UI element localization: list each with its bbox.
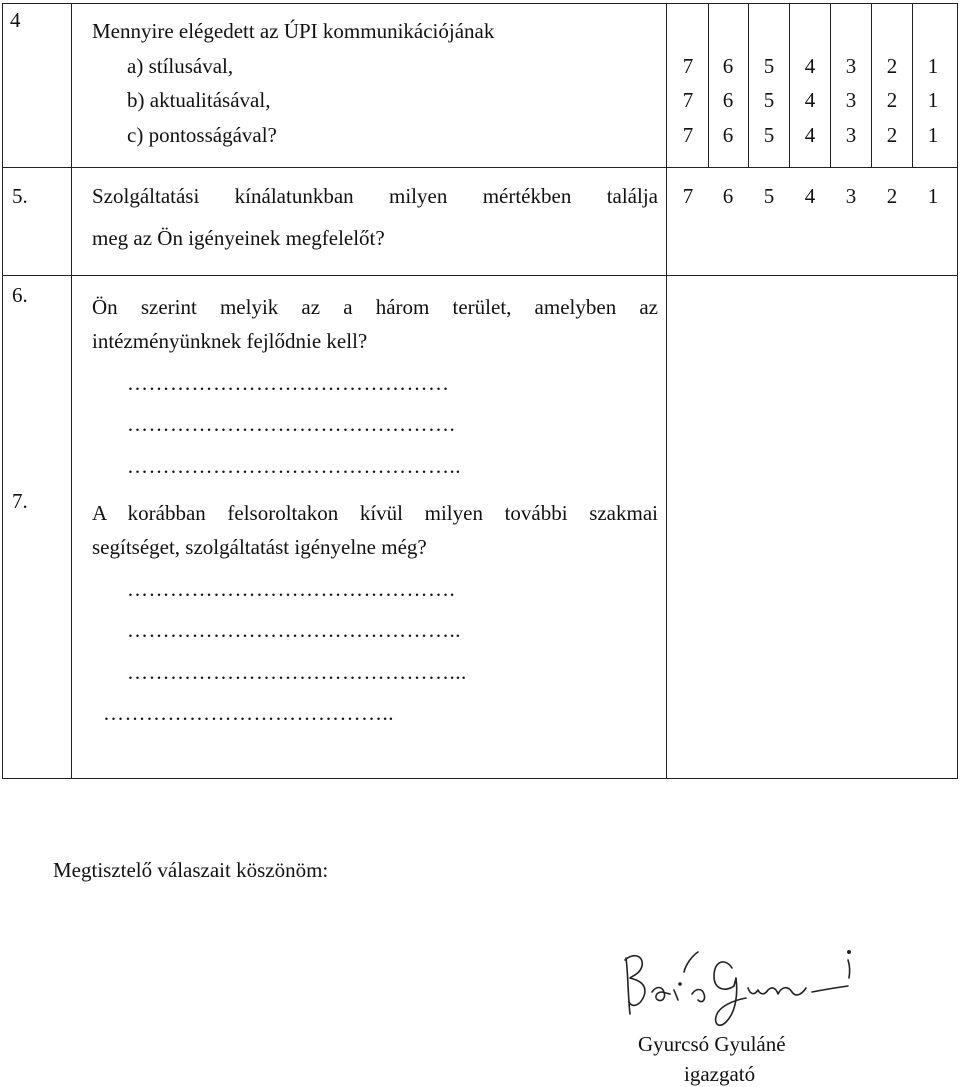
rating-option[interactable]: 4 <box>804 54 816 78</box>
table-col-divider <box>666 3 667 779</box>
question-subitem: a) stílusával, <box>127 54 234 78</box>
rating-option[interactable]: 2 <box>886 184 898 208</box>
table-col-divider <box>71 3 72 779</box>
rating-option[interactable]: 2 <box>886 88 898 112</box>
rating-option[interactable]: 3 <box>845 54 857 78</box>
question-text-line: segítséget, szolgáltatást igényelne még? <box>92 535 427 559</box>
rating-option[interactable]: 4 <box>804 88 816 112</box>
table-row-divider <box>2 167 958 168</box>
score-col-divider <box>748 3 749 168</box>
question-text: Mennyire elégedett az ÚPI kommunikációjának <box>92 19 495 43</box>
rating-option[interactable]: 6 <box>722 123 734 147</box>
question-text-line: Ön szerint melyik az a három terület, amelyben az <box>92 295 658 319</box>
rating-option[interactable]: 5 <box>763 54 775 78</box>
score-col-divider <box>871 3 872 168</box>
signer-title: igazgató <box>684 1062 756 1086</box>
rating-option[interactable]: 4 <box>804 123 816 147</box>
rating-option[interactable]: 7 <box>682 123 694 147</box>
rating-option[interactable]: 3 <box>845 184 857 208</box>
answer-line[interactable]: ……………………………………… <box>127 371 450 395</box>
score-col-divider <box>789 3 790 168</box>
rating-option[interactable]: 6 <box>722 184 734 208</box>
question-text-line: Szolgáltatási kínálatunkban milyen mértékben találja <box>92 184 658 208</box>
rating-option[interactable]: 2 <box>886 123 898 147</box>
rating-option[interactable]: 7 <box>682 184 694 208</box>
rating-option[interactable]: 1 <box>927 88 939 112</box>
table-border-right <box>957 3 958 779</box>
table-border-left <box>2 3 3 779</box>
rating-option[interactable]: 5 <box>763 123 775 147</box>
rating-option[interactable]: 1 <box>927 54 939 78</box>
rating-option[interactable]: 7 <box>682 54 694 78</box>
rating-option[interactable]: 5 <box>763 184 775 208</box>
score-col-divider <box>830 3 831 168</box>
rating-option[interactable]: 6 <box>722 54 734 78</box>
rating-option[interactable]: 3 <box>845 123 857 147</box>
question-number: 4 <box>10 8 21 32</box>
question-subitem: c) pontosságával? <box>127 123 277 147</box>
rating-option[interactable]: 5 <box>763 88 775 112</box>
answer-line[interactable]: ………………………………….. <box>103 701 394 725</box>
question-number: 6. <box>12 283 28 307</box>
closing-thanks: Megtisztelő válaszait köszönöm: <box>53 858 329 882</box>
table-row-divider <box>2 275 958 276</box>
score-col-divider <box>912 3 913 168</box>
signer-name: Gyurcsó Gyuláné <box>638 1032 786 1056</box>
question-number: 5. <box>12 184 28 208</box>
rating-option[interactable]: 3 <box>845 88 857 112</box>
answer-line[interactable]: ……………………………………….. <box>127 618 461 642</box>
rating-option[interactable]: 1 <box>927 184 939 208</box>
question-subitem: b) aktualitásával, <box>127 88 271 112</box>
answer-line[interactable]: ……………………………………….. <box>127 454 461 478</box>
question-text-line: meg az Ön igényeinek megfelelőt? <box>92 226 385 250</box>
rating-option[interactable]: 4 <box>804 184 816 208</box>
question-text-line: intézményünknek fejlődnie kell? <box>92 329 368 353</box>
score-col-divider <box>708 3 709 168</box>
rating-option[interactable]: 7 <box>682 88 694 112</box>
rating-option[interactable]: 6 <box>722 88 734 112</box>
answer-line[interactable]: ………………………………………. <box>127 412 456 436</box>
answer-line[interactable]: ………………………………………... <box>127 660 467 684</box>
table-border-top <box>2 3 958 4</box>
handwritten-signature <box>622 942 862 1032</box>
question-number: 7. <box>12 489 28 513</box>
rating-option[interactable]: 1 <box>927 123 939 147</box>
table-border-bottom <box>2 778 958 779</box>
rating-option[interactable]: 2 <box>886 54 898 78</box>
answer-line[interactable]: ………………………………………. <box>127 577 456 601</box>
question-text-line: A korábban felsoroltakon kívül milyen további szakmai <box>92 501 658 525</box>
